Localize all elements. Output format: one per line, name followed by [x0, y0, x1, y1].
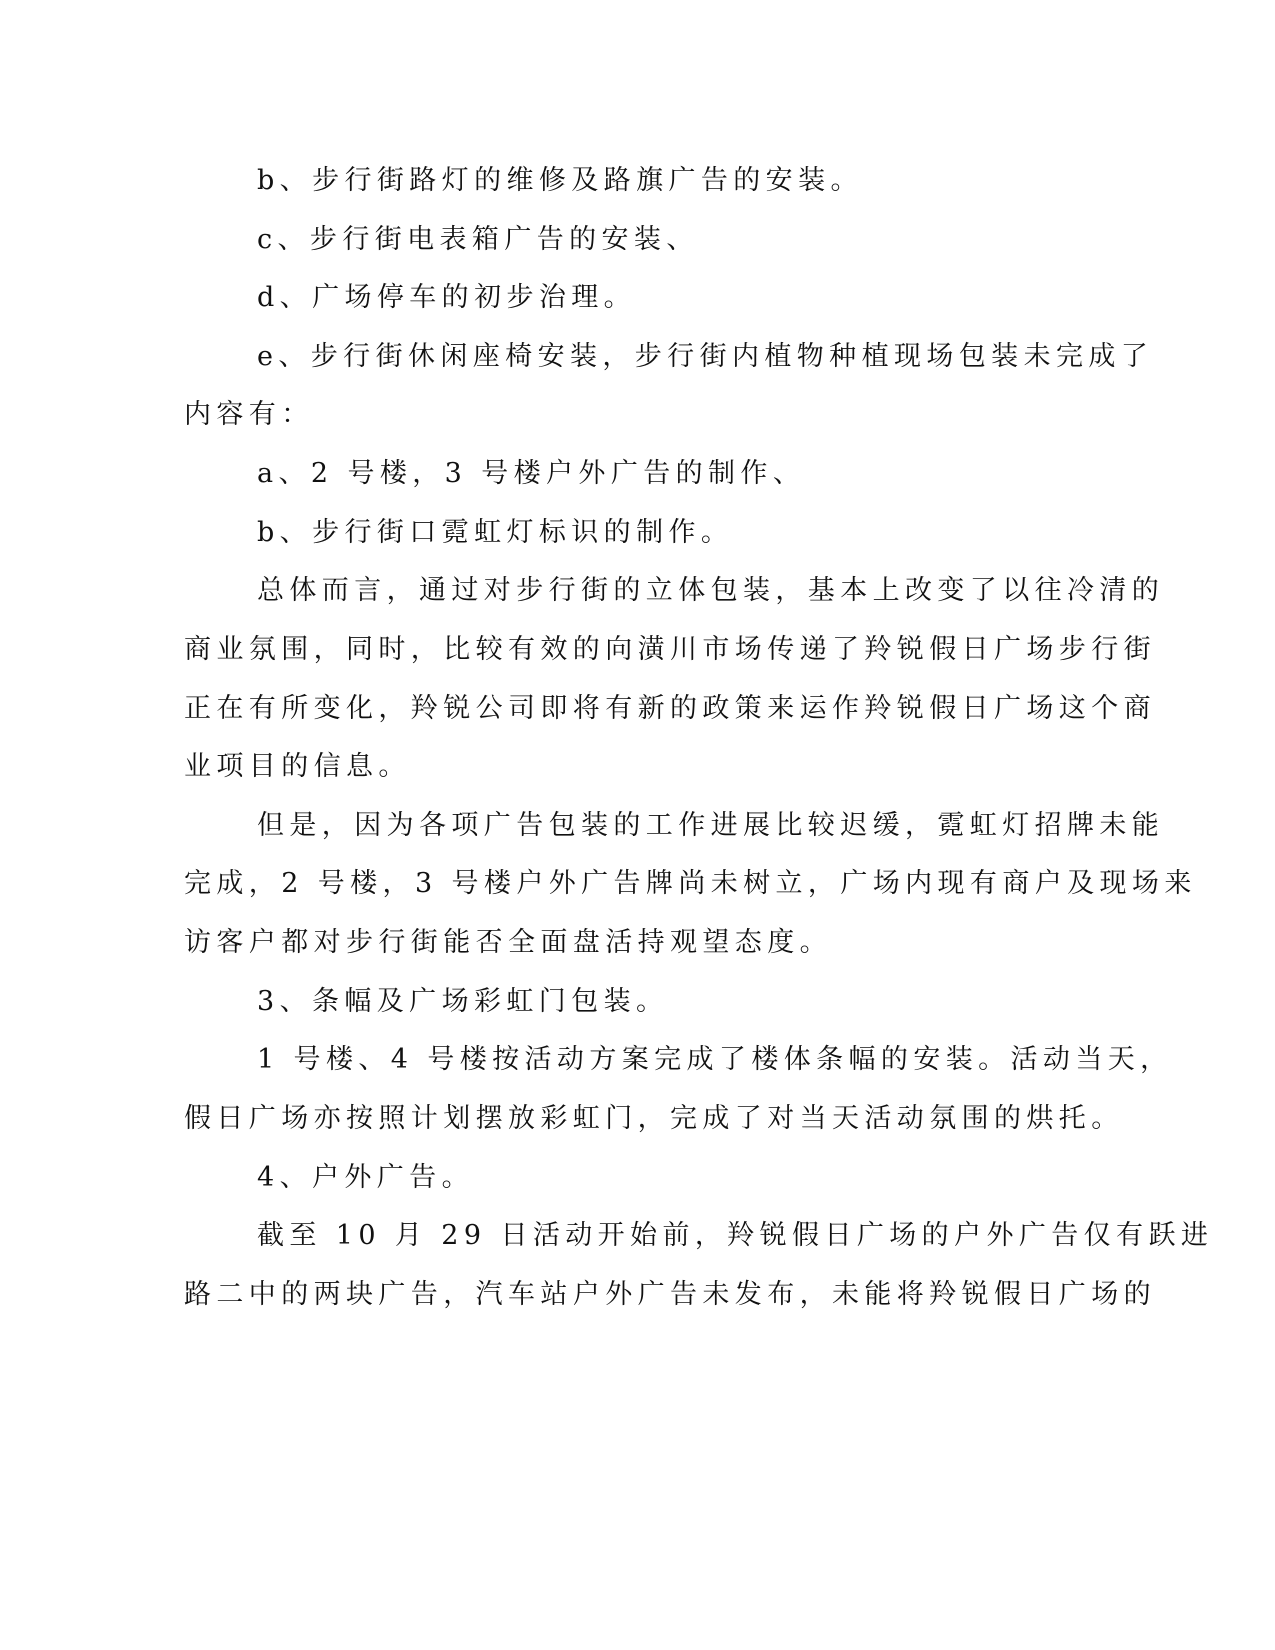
paragraph-however-line: 但是，因为各项广告包装的工作进展比较迟缓，霓虹灯招牌未能 — [257, 810, 1165, 841]
list-item-a-outdoor-ads: a、2 号楼，3 号楼户外广告的制作、 — [257, 458, 806, 489]
paragraph-banner-line: 1 号楼、4 号楼按活动方案完成了楼体条幅的安装。活动当天， — [257, 1044, 1173, 1075]
list-item-b-neon-sign: b、步行街口霓虹灯标识的制作。 — [257, 517, 734, 548]
list-item-b-street-lamps: b、步行街路灯的维修及路旗广告的安装。 — [257, 165, 863, 196]
section-heading-3: 3、条幅及广场彩虹门包装。 — [257, 986, 669, 1017]
paragraph-summary-line: 业项目的信息。 — [184, 751, 411, 782]
paragraph-outdoor-ads-line: 路二中的两块广告，汽车站户外广告未发布，未能将羚锐假日广场的 — [184, 1279, 1156, 1310]
paragraph-summary-line: 商业氛围，同时，比较有效的向潢川市场传递了羚锐假日广场步行街 — [184, 634, 1156, 665]
paragraph-banner-line: 假日广场亦按照计划摆放彩虹门，完成了对当天活动氛围的烘托。 — [184, 1103, 1124, 1134]
paragraph-summary-line: 总体而言，通过对步行街的立体包装，基本上改变了以往冷清的 — [257, 575, 1165, 606]
paragraph-continuation: 内容有： — [184, 399, 314, 430]
paragraph-however-line: 访客户都对步行街能否全面盘活持观望态度。 — [184, 927, 832, 958]
paragraph-however-line: 完成，2 号楼，3 号楼户外广告牌尚未树立，广场内现有商户及现场来 — [184, 868, 1197, 899]
paragraph-outdoor-ads-line: 截至 10 月 29 日活动开始前，羚锐假日广场的户外广告仅有跃进 — [257, 1220, 1214, 1251]
list-item-d-parking: d、广场停车的初步治理。 — [257, 282, 637, 313]
list-item-c-meter-box-ads: c、步行街电表箱广告的安装、 — [257, 224, 699, 255]
paragraph-summary-line: 正在有所变化，羚锐公司即将有新的政策来运作羚锐假日广场这个商 — [184, 693, 1156, 724]
section-heading-4: 4、户外广告。 — [257, 1162, 474, 1193]
list-item-e-seating: e、步行街休闲座椅安装，步行街内植物种植现场包装未完成了 — [257, 341, 1154, 372]
